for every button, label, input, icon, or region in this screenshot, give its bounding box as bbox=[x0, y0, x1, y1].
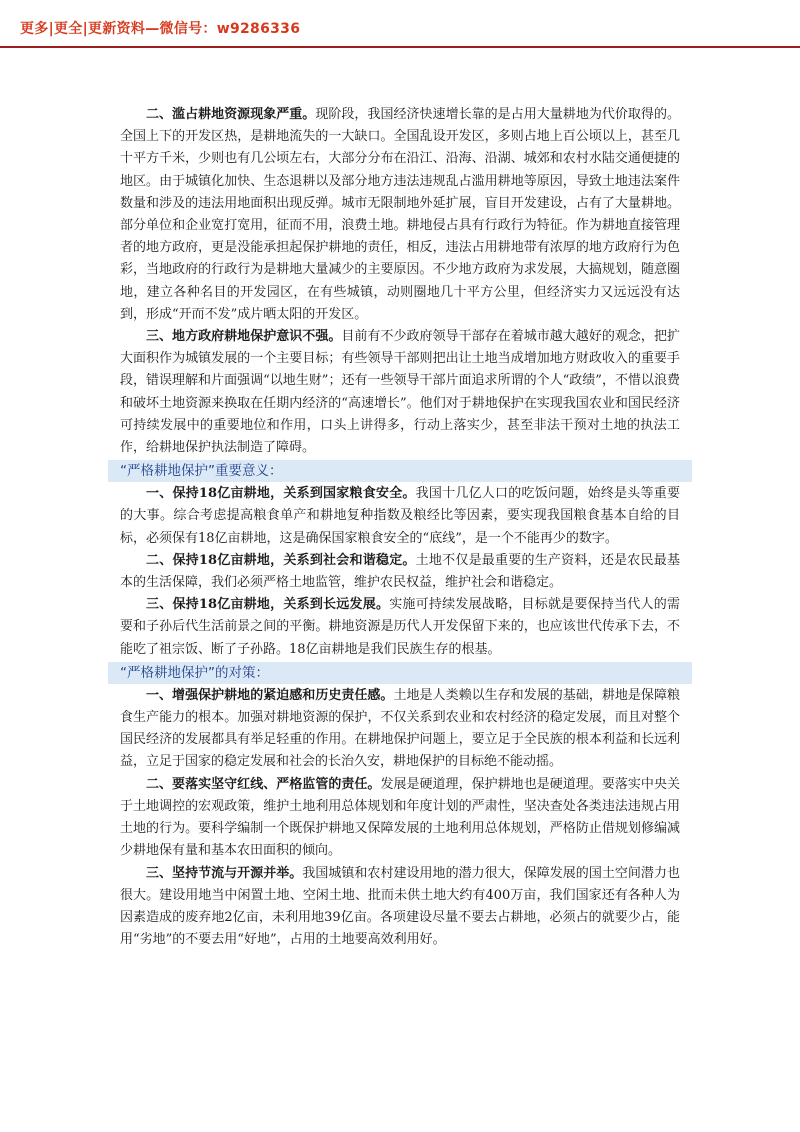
document-body bbox=[120, 104, 680, 951]
paragraph-local-government bbox=[120, 326, 680, 459]
paragraph-lead: 二、要落实坚守红线、严格监管的责任。 bbox=[146, 776, 381, 792]
paragraph-text: 实施可持续发展战略，目标就是要保持当代人的需要和子孙后代生活前景之间的平衡。耕地资源是历代人开发保留下来的，也应该世代传承下去，不能吃了祖宗饭、断了子孙路。18亿亩耕地是我们民族生存的根基。 bbox=[120, 597, 680, 657]
paragraph-lead: 三、保持18亿亩耕地，关系到长远发展。 bbox=[146, 597, 390, 613]
paragraph-food-security bbox=[120, 483, 680, 550]
paragraph-long-term-development bbox=[120, 594, 680, 661]
paragraph-text: 发展是硬道理，保护耕地也是硬道理。要落实中央关于土地调控的宏观政策，维护土地利用总体规划和年度计划的严肃性，坚决查处各类违法违规占用土地的行为。要科学编制一个既保护耕地又保障发展的土地利用总体规划，严格防止借规划修编减少耕地保有量和基本农田面积的倾向。 bbox=[120, 776, 680, 859]
paragraph-text: 我国城镇和农村建设用地的潜力很大，保障发展的国土空间潜力也很大。建设用地当中闲置土地、空闲土地、批而未供土地大约有400万亩，我们国家还有各种人为因素造成的废弃地2亿亩，未利用地39亿亩。各项建设尽量不要去占耕地，必须占的就要少占，能用“劣地”的不要去用“好地”，占用的土地要高效利用好。 bbox=[120, 865, 680, 948]
paragraph-lead: 二、滥占耕地资源现象严重。 bbox=[146, 107, 316, 122]
paragraph-text: 土地是人类赖以生存和发展的基础，耕地是保障粮食生产能力的根本。加强对耕地资源的保护，不仅关系到农业和农村经济的稳定发展，而且对整个国民经济的发展都具有举足轻重的作用。在耕地保护问题上，要立足于全民族的根本利益和长远利益，立足于国家的稳定发展和社会的长治久安，耕地保护的目标绝不能动摇。 bbox=[120, 687, 680, 770]
paragraph-text: 现阶段，我国经济快速增长靠的是占用大量耕地为代价取得的。全国上下的开发区热，是耕地流失的一大缺口。全国乱设开发区，多则占地上百公顷以上，甚至几十平方千米，少则也有几公顷左右，大部分分布在沿江、沿海、沿湖、城郊和农村水陆交通便捷的地区。由于城镇化加快、生态退耕以及部分地方违法违规乱占滥用耕地等原因，导致土地违法案件数量和涉及的违法用地面积出现反弹。城市无限制地外延扩展，盲目开发建设，占有了大量耕地。部分单位和企业宽打宽用，征而不用，浪费土地。耕地侵占具有行政行为特征。作为耕地直接管理者的地方政府，更是没能承担起保护耕地的责任，相反，违法占用耕地带有浓厚的地方政府行为色彩，当地政府的行政行为是耕地大量减少的主要原因。不少地方政府为求发展，大搞规划，随意圈地，建立各种名目的开发园区，在有些城镇，动则圈地几十平方公里，但经济实力又远远没有达到，形成“开而不发”成片晒太阳的开发区。 bbox=[120, 107, 680, 322]
paragraph-conservation bbox=[120, 863, 680, 952]
paragraph-lead: 一、保持18亿亩耕地，关系到国家粮食安全。 bbox=[146, 486, 416, 502]
paragraph-lead: 三、地方政府耕地保护意识不强。 bbox=[146, 329, 342, 345]
wechat-banner: 更多|更全|更新资料—微信号：w9286336 bbox=[20, 21, 301, 37]
paragraph-lead: 二、保持18亿亩耕地，关系到社会和谐稳定。 bbox=[146, 552, 416, 568]
paragraph-lead: 一、增强保护耕地的紧迫感和历史责任感。 bbox=[146, 687, 394, 703]
paragraph-text: 土地不仅是最重要的生产资料，还是农民最基本的生活保障，我们必须严格土地监管，维护农民权益，维护社会和谐稳定。 bbox=[120, 552, 680, 591]
paragraph-text: 目前有不少政府领导干部存在着城市越大越好的观念，把扩大面积作为城镇发展的一个主要目标；有些领导干部则把出让土地当成增加地方财政收入的重要手段，错误理解和片面强调“以地生财”；还有一些领导干部片面追求所谓的个人“政绩”，不惜以浪费和破坏土地资源来换取在任期内经济的“高速增长”。他们对于耕地保护在实现我国农业和国民经济可持续发展中的重要地位和作用，口头上讲得多，行动上落实少，甚至非法干预对土地的执法工作，给耕地保护执法制造了障碍。 bbox=[120, 329, 680, 456]
paragraph-social-stability bbox=[120, 550, 680, 594]
paragraph-urgency bbox=[120, 685, 680, 774]
paragraph-text: 我国十几亿人口的吃饭问题，始终是头等重要的大事。综合考虑提高粮食单产和耕地复种指数及粮经比等因素，要实现我国粮食基本自给的目标，必须保有18亿亩耕地，这是确保国家粮食安全的“底线”，是一个不能再少的数字。 bbox=[120, 486, 680, 546]
paragraph-lead: 三、坚持节流与开源并举。 bbox=[146, 865, 303, 881]
header-divider bbox=[0, 46, 800, 48]
section-heading-measures: “严格耕地保护”的对策： bbox=[108, 662, 692, 684]
paragraph-red-line bbox=[120, 774, 680, 863]
paragraph-land-occupation bbox=[120, 104, 680, 326]
section-heading-significance: “严格耕地保护”重要意义： bbox=[108, 460, 692, 482]
